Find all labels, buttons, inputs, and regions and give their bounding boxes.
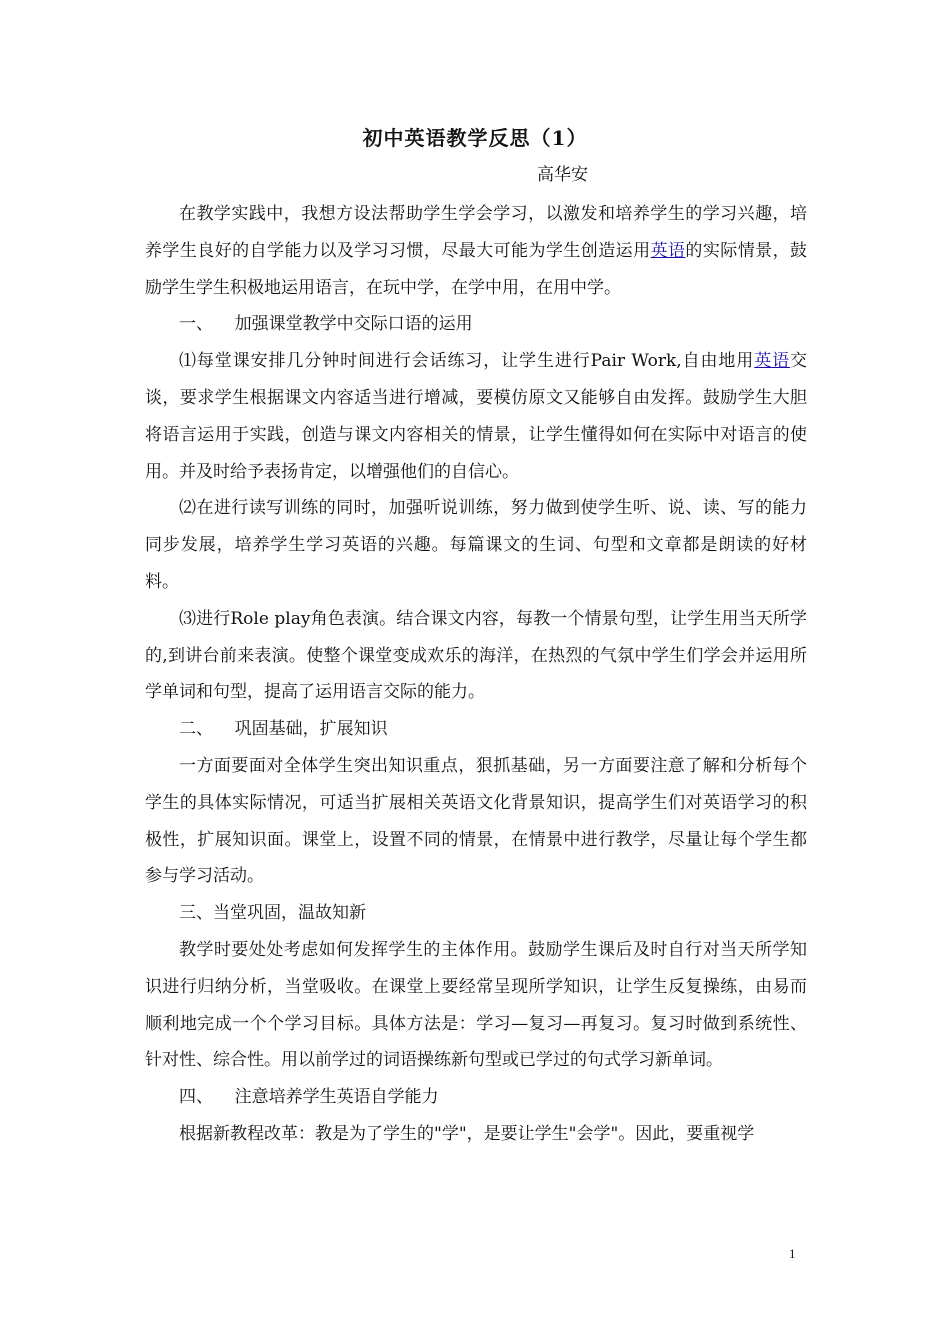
intro-text-1: 在教学实践中，我想方设法帮助学生学会学习，以激发和培养学生的学习兴趣，培养学生良好的自学能力以及学习习惯，尽最大可能为学生创造运用	[145, 204, 807, 261]
document-title: 初中英语教学反思（1）	[362, 126, 588, 150]
section-2-heading: 二、 巩固基础，扩展知识	[179, 719, 388, 740]
section-4-heading: 四、 注意培养学生英语自学能力	[179, 1087, 439, 1108]
section-1-heading: 一、 加强课堂教学中交际口语的运用	[179, 314, 473, 335]
item-1-text-1: ⑴每堂课安排几分钟时间进行会话练习，让学生进行Pair Work,自由地用	[179, 351, 755, 372]
english-link[interactable]: 英语	[754, 351, 790, 372]
intro-text-2: 的实际情景，鼓励学生学生积极地运用语言，在玩中学，在学中用，在用中学。	[145, 240, 808, 298]
page-number: 1	[789, 1246, 796, 1261]
english-link[interactable]: 英语	[650, 240, 686, 261]
intro-paragraph	[145, 196, 807, 306]
author-name: 高华安	[537, 165, 588, 185]
section-2-paragraph: 一方面要面对全体学生突出知识重点，狠抓基础，另一方面要注意了解和分析每个学生的具体实际情况，可适当扩展相关英语文化背景知识，提高学生们对英语学习的积极性，扩展知识面。课堂上，设置不同的情景，在情景中进行教学，尽量让每个学生都参与学习活动。	[145, 755, 807, 887]
section-3-heading: 三、当堂巩固，温故知新	[179, 903, 366, 924]
section-1-item-1	[145, 343, 807, 490]
section-1-item-3: ⑶进行Role play角色表演。结合课文内容，每教一个情景句型，让学生用当天所学的,到讲台前来表演。使整个课堂变成欢乐的海洋，在热烈的气氛中学生们学会并运用所学单词和句型，提高了运用语言交际的能力。	[145, 608, 807, 703]
document-body	[145, 196, 807, 1153]
section-1-item-2: ⑵在进行读写训练的同时，加强听说训练，努力做到使学生听、说、读、写的能力同步发展，培养学生学习英语的兴趣。每篇课文的生词、句型和文章都是朗读的好材料。	[145, 498, 807, 592]
section-4-paragraph: 根据新教程改革：教是为了学生的"学"，是要让学生"会学"。因此，要重视学	[179, 1123, 755, 1144]
item-1-text-2: 交谈，要求学生根据课文内容适当进行增减，要模仿原文又能够自由发挥。鼓励学生大胆将语言运用于实践，创造与课文内容相关的情景，让学生懂得如何在实际中对语言的使用。并及时给予表扬肯定，以增强他们的自信心。	[145, 351, 807, 482]
section-3-paragraph: 教学时要处处考虑如何发挥学生的主体作用。鼓励学生课后及时自行对当天所学知识进行归纳分析，当堂吸收。在课堂上要经常呈现所学知识，让学生反复操练，由易而顺利地完成一个个学习目标。具体方法是：学习—复习—再复习。复习时做到系统性、针对性、综合性。用以前学过的词语操练新句型或已学过的句式学习新单词。	[145, 939, 807, 1071]
